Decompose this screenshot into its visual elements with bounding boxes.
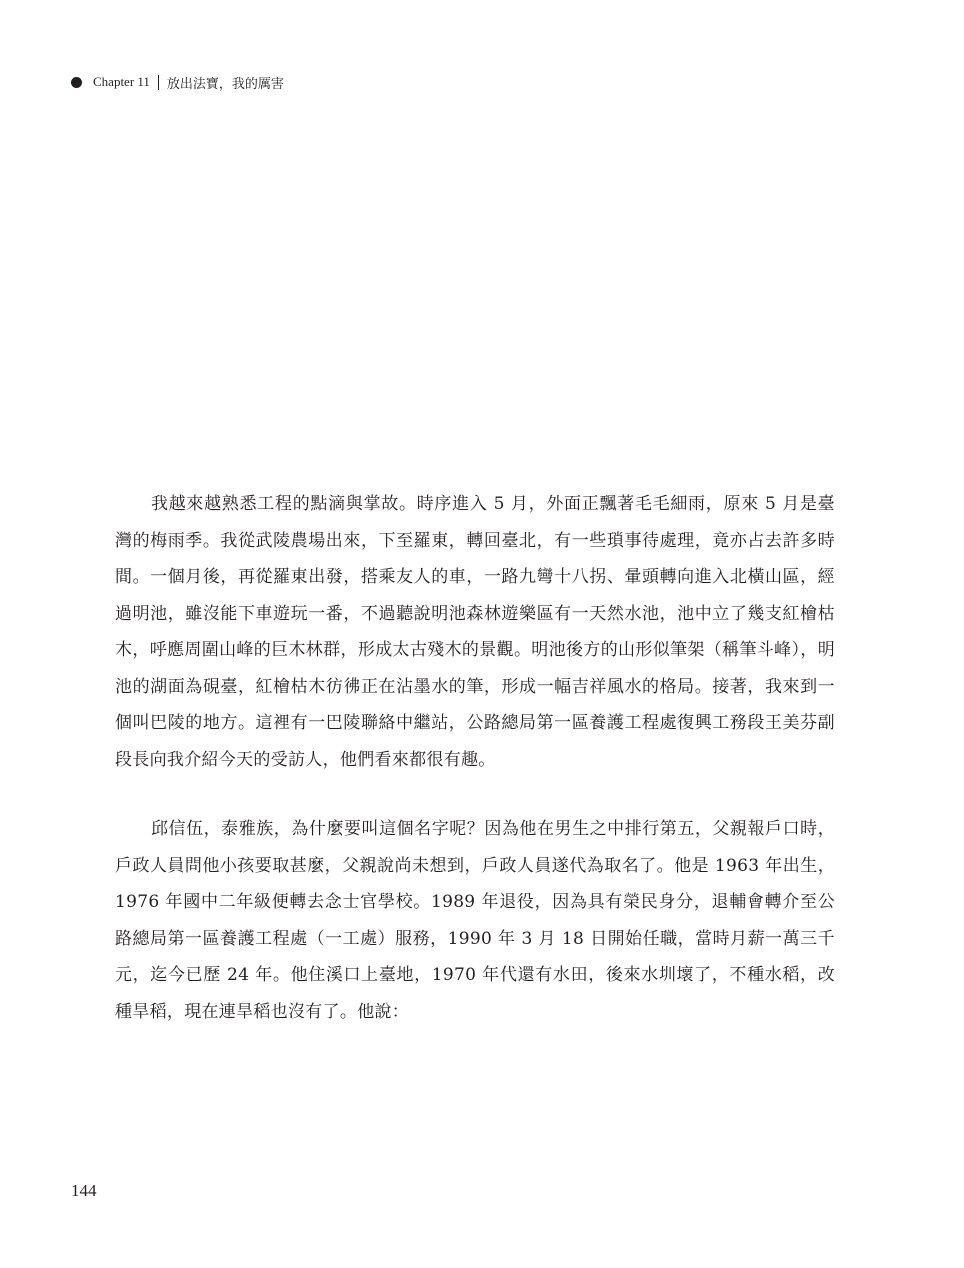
running-header	[71, 72, 284, 92]
header-divider	[158, 75, 159, 90]
page-number: 144	[71, 1181, 97, 1200]
chapter-label: Chapter 11	[93, 74, 150, 89]
paragraph-2: 邱信伍，泰雅族，為什麼要叫這個名字呢？因為他在男生之中排行第五，父親報戶口時，戶政人員問他小孩要取甚麼，父親說尚未想到，戶政人員遂代為取名了。他是 1963 年出生，1976 年國中二年級便轉去念士官學校。1989 年退役，因為具有榮民身分，退輔會轉介至公路總局第一區養護工程處（一工處）服務，1990 年 3 月 18 日開始任職，當時月薪一萬三千元，迄今已歷 24 年。他住溪口上臺地，1970 年代還有水田，後來水圳壞了，不種水稻，改種旱稻，現在連旱稻也沒有了。他說：	[115, 819, 835, 1022]
bullet-dot-icon	[71, 77, 82, 88]
body-text	[115, 486, 835, 1030]
paragraph-1: 我越來越熟悉工程的點滴與掌故。時序進入 5 月，外面正飄著毛毛細雨，原來 5 月是臺灣的梅雨季。我從武陵農場出來，下至羅東，轉回臺北，有一些瑣事待處理，竟亦占去許多時間。一個月後，再從羅東出發，搭乘友人的車，一路九彎十八拐、暈頭轉向進入北橫山區，經過明池，雖沒能下車遊玩一番，不過聽說明池森林遊樂區有一天然水池，池中立了幾支紅檜枯木，呼應周圍山峰的巨木林群，形成太古殘木的景觀。明池後方的山形似筆架（稱筆斗峰），明池的湖面為硯臺，紅檜枯木彷彿正在沾墨水的筆，形成一幅吉祥風水的格局。接著，我來到一個叫巴陵的地方。這裡有一巴陵聯絡中繼站，公路總局第一區養護工程處復興工務段王美芬副段長向我介紹今天的受訪人，他們看來都很有趣。	[115, 494, 835, 770]
chapter-title: 放出法寶，我的厲害	[166, 76, 284, 92]
